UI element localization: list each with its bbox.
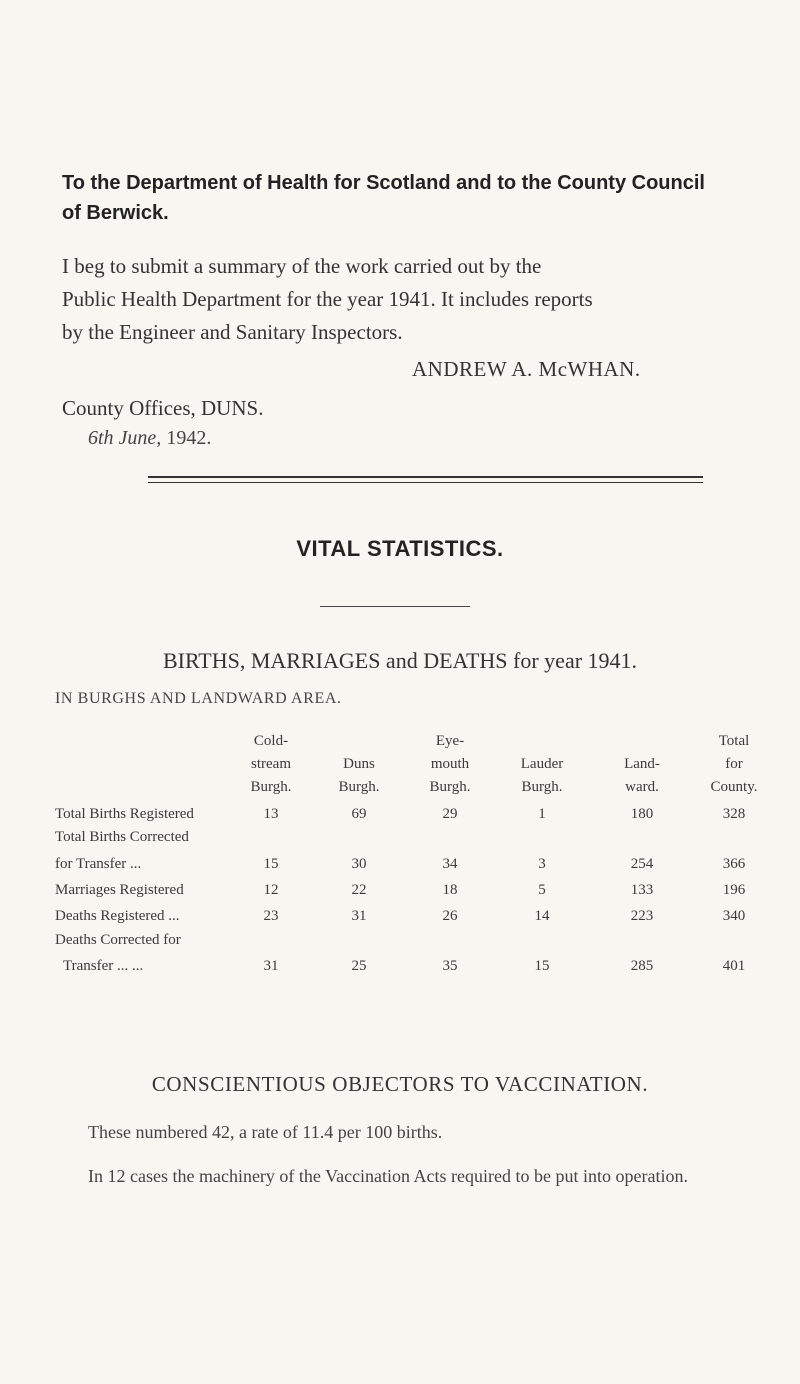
- table-cell: 31: [351, 908, 367, 924]
- col-header-landward-l2: Land-: [624, 756, 660, 772]
- table-cell: 5: [538, 882, 546, 898]
- table-cell: 14: [534, 908, 550, 924]
- col-header-eyemouth-l2: mouth: [430, 756, 470, 772]
- table-cell: 13: [263, 806, 279, 822]
- table-cell: 25: [351, 958, 367, 974]
- area-heading: IN BURGHS AND LANDWARD AREA.: [55, 690, 342, 707]
- table-cell: 180: [630, 806, 654, 822]
- table-cell: 29: [442, 806, 458, 822]
- births-heading: BIRTHS, MARRIAGES and DEATHS for year 1941.: [162, 648, 638, 673]
- intro-line-3: by the Engineer and Sanitary Inspectors.: [62, 320, 403, 344]
- table-cell: 26: [442, 908, 458, 924]
- table-cell: 223: [630, 908, 654, 924]
- table-cell: 196: [722, 882, 746, 898]
- col-header-coldstream-l2: stream: [251, 756, 291, 772]
- table-cell: 35: [442, 958, 458, 974]
- address-line-1: To the Department of Health for Scotland and to the County Council: [62, 172, 705, 194]
- table-cell: 22: [351, 882, 367, 898]
- table-cell: 328: [722, 806, 746, 822]
- conscientious-objectors-heading: CONSCIENTIOUS OBJECTORS TO VACCINATION.: [151, 1072, 649, 1096]
- table-cell: 12: [263, 882, 279, 898]
- offices-address: County Offices, DUNS.: [62, 396, 264, 420]
- date-day: 6th June,: [88, 427, 162, 449]
- col-header-county-l3: County.: [710, 779, 758, 795]
- date-year: 1942.: [166, 427, 212, 449]
- col-header-duns-l3: Burgh.: [338, 779, 380, 795]
- table-cell: 30: [351, 856, 367, 872]
- col-header-duns-l2: Duns: [343, 756, 375, 772]
- table-cell: 23: [263, 908, 279, 924]
- col-header-county-l1: Total: [718, 733, 750, 749]
- row-label: Marriages Registered: [55, 882, 184, 898]
- row-label: Deaths Corrected for: [55, 932, 181, 948]
- row-label-cont: Transfer ... ...: [63, 958, 144, 974]
- address-line-2: of Berwick.: [62, 202, 169, 224]
- row-label: Total Births Corrected: [55, 829, 189, 845]
- table-cell: 18: [442, 882, 458, 898]
- table-cell: 1: [538, 806, 546, 822]
- table-cell: 254: [630, 856, 654, 872]
- table-cell: 3: [538, 856, 546, 872]
- col-header-lauder-l3: Burgh.: [521, 779, 563, 795]
- row-label-cont: for Transfer ...: [55, 856, 142, 872]
- col-header-county-l2: for: [725, 756, 743, 772]
- table-cell: 366: [722, 856, 746, 872]
- table-cell: 69: [351, 806, 367, 822]
- col-header-landward-l3: ward.: [625, 779, 659, 795]
- table-cell: 31: [263, 958, 279, 974]
- table-cell: 285: [630, 958, 654, 974]
- table-cell: 15: [263, 856, 279, 872]
- conscientious-objectors-paragraph-2: In 12 cases the machinery of the Vaccination Acts required to be put into operation.: [88, 1166, 688, 1186]
- col-header-coldstream-l1: Cold-: [253, 733, 289, 749]
- intro-line-1: I beg to submit a summary of the work carried out by the: [62, 254, 542, 278]
- table-cell: 15: [534, 958, 550, 974]
- row-label: Deaths Registered ...: [55, 908, 180, 924]
- conscientious-objectors-paragraph-1: These numbered 42, a rate of 11.4 per 100 births.: [88, 1122, 443, 1142]
- col-header-eyemouth-l1: Eye-: [435, 733, 465, 749]
- table-cell: 133: [630, 882, 654, 898]
- col-header-coldstream-l3: Burgh.: [250, 779, 292, 795]
- table-cell: 34: [442, 856, 458, 872]
- vital-statistics-title: VITAL STATISTICS.: [296, 536, 504, 561]
- col-header-eyemouth-l3: Burgh.: [429, 779, 471, 795]
- table-cell: 401: [722, 958, 746, 974]
- table-cell: 340: [722, 908, 746, 924]
- intro-line-2: Public Health Department for the year 1941. It includes reports: [62, 287, 593, 311]
- row-label: Total Births Registered: [55, 806, 194, 822]
- col-header-lauder-l2: Lauder: [520, 756, 564, 772]
- signature: ANDREW A. McWHAN.: [412, 357, 641, 381]
